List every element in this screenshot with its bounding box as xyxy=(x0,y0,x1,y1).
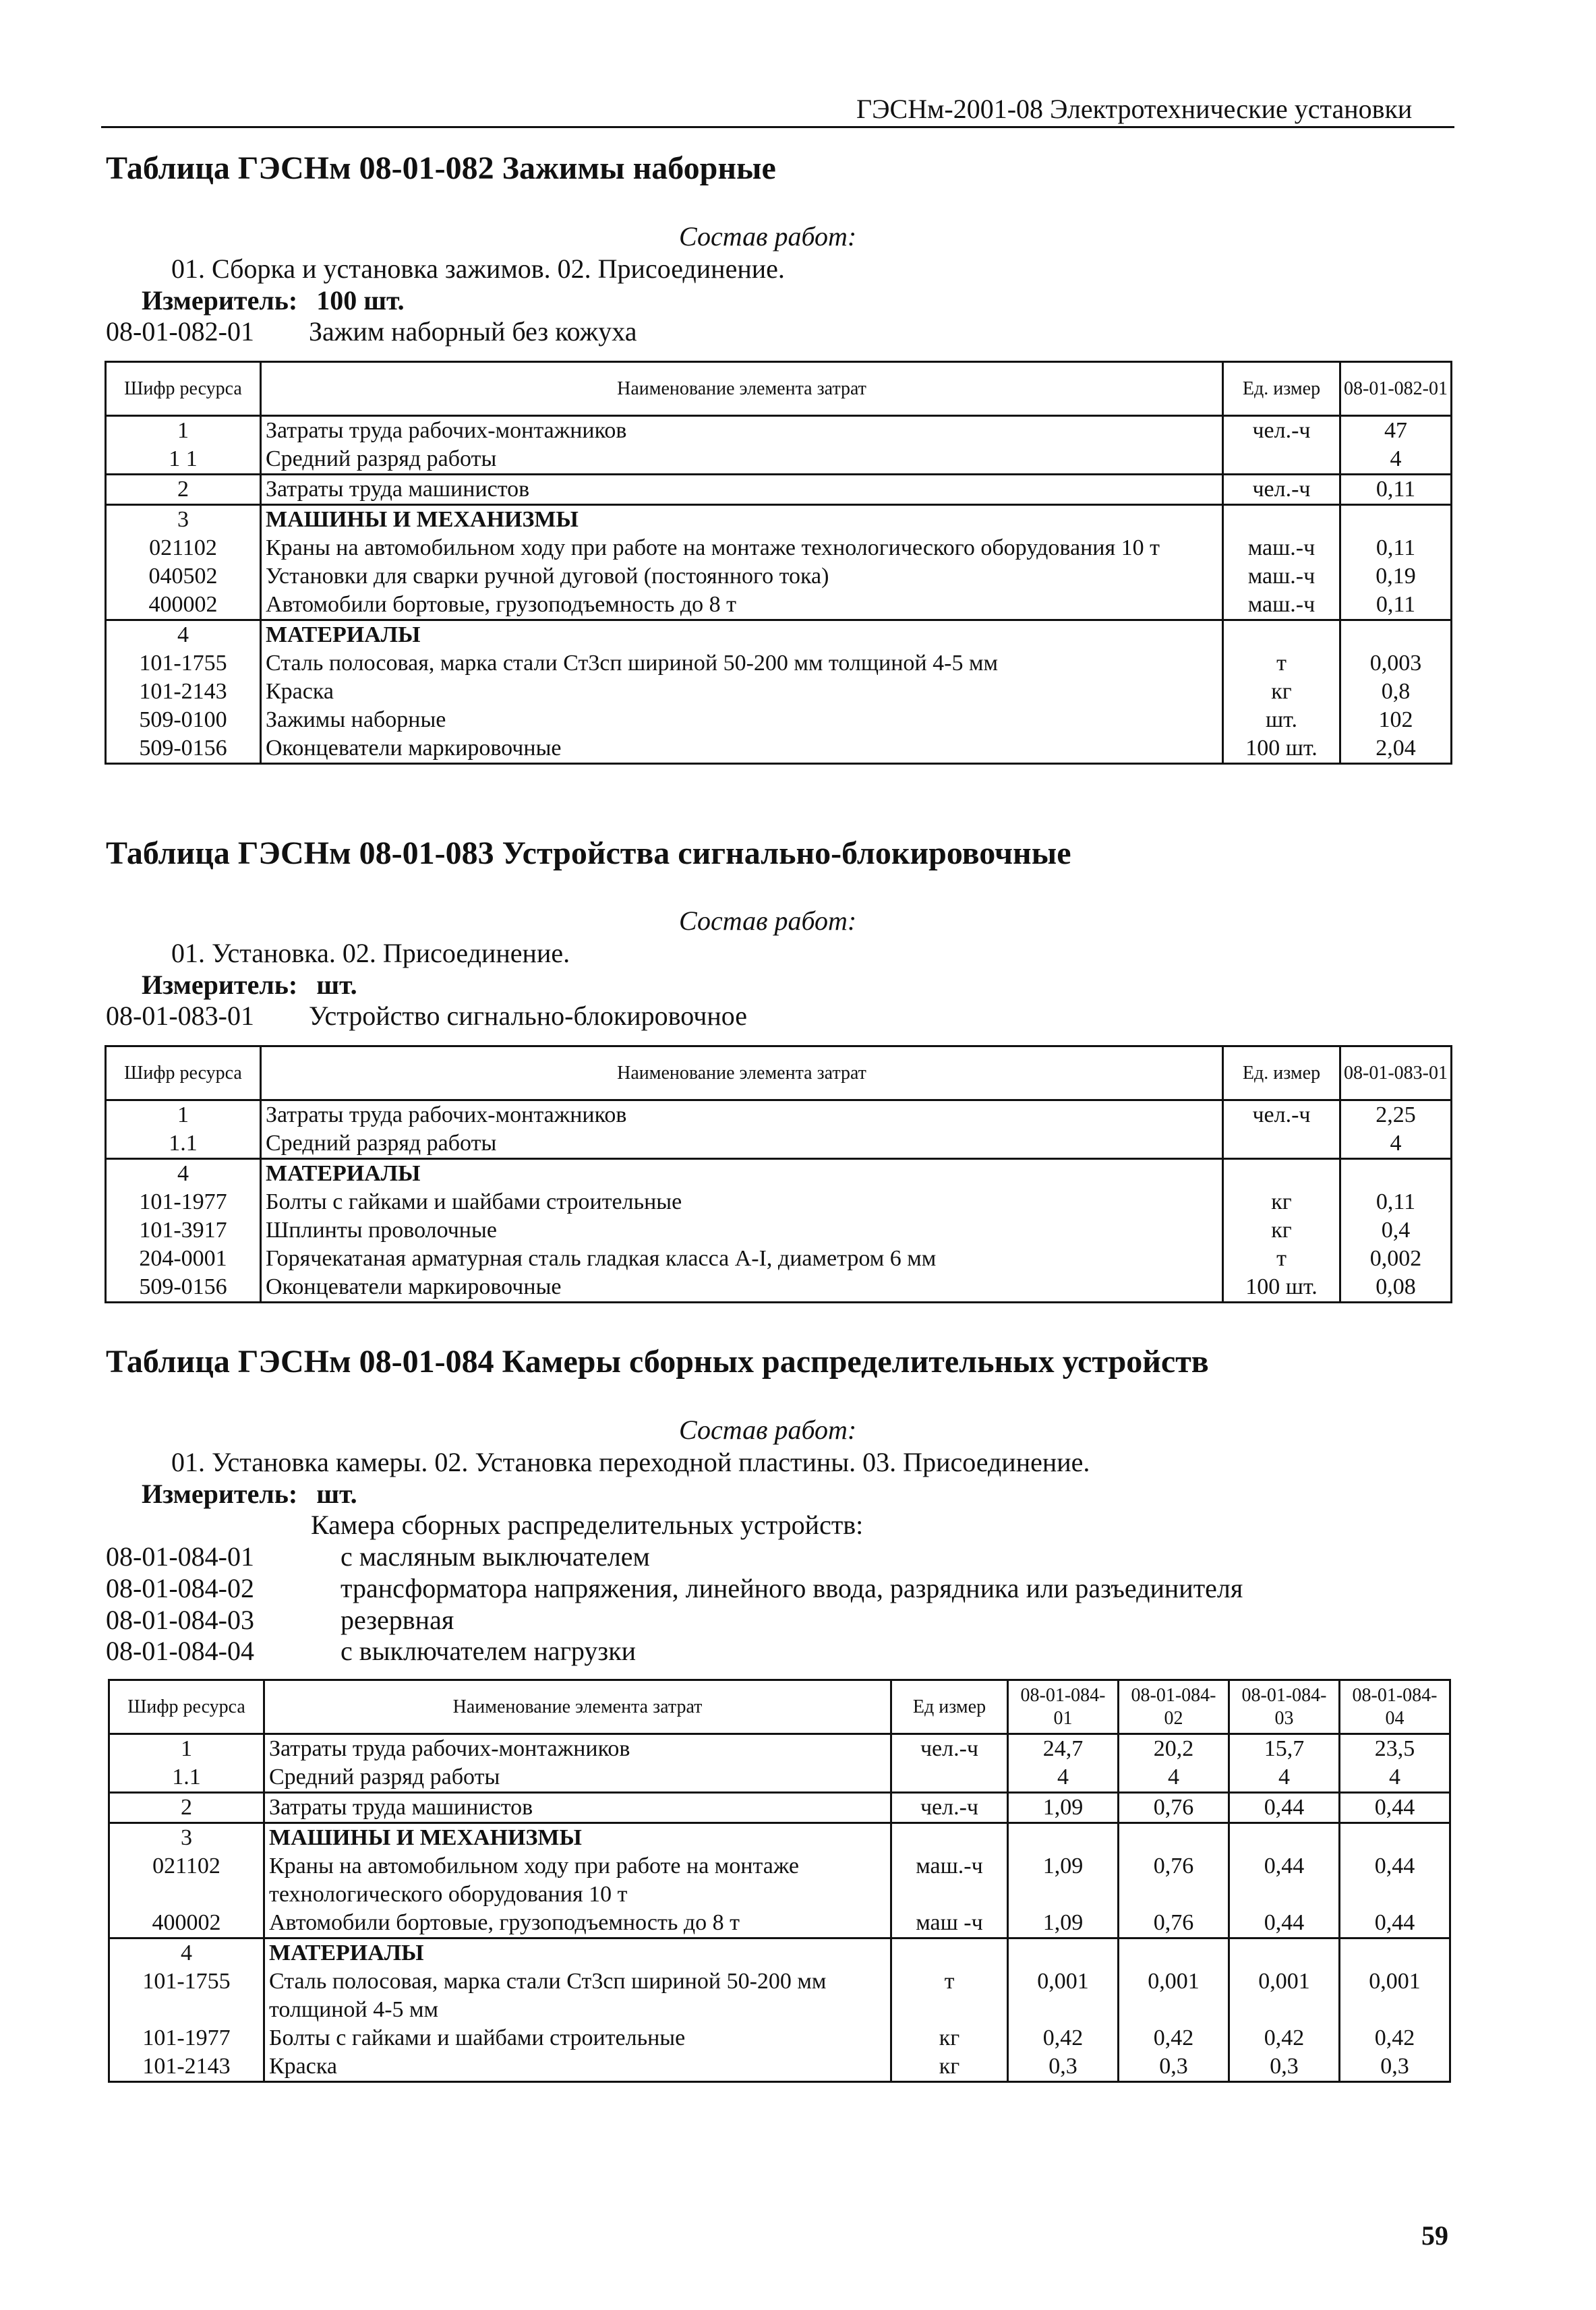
table-row xyxy=(109,1967,1450,2024)
norm-value-4 xyxy=(1340,1938,1450,1968)
norm-value-4: 0,44 xyxy=(1340,1909,1450,1938)
resource-code: 4 xyxy=(106,1159,261,1189)
norm-value-2: 0,76 xyxy=(1119,1793,1229,1823)
resource-unit xyxy=(891,1823,1008,1853)
resource-unit: чел.-ч xyxy=(1223,1100,1340,1130)
table-row xyxy=(106,649,1452,678)
resource-code: 2 xyxy=(109,1793,264,1823)
t083-norm-code: 08-01-083-01 xyxy=(106,1001,254,1031)
table-row xyxy=(106,505,1452,535)
resource-name: МАШИНЫ И МЕХАНИЗМЫ xyxy=(261,505,1223,535)
t084-sostav-label: Состав работ: xyxy=(679,1415,857,1445)
norm-value-2: 0,76 xyxy=(1119,1909,1229,1938)
resource-code: 400002 xyxy=(109,1909,264,1938)
resource-code: 101-2143 xyxy=(106,678,261,706)
norm-value-3: 0,44 xyxy=(1229,1793,1340,1823)
norm-value-1: 1,09 xyxy=(1008,1793,1119,1823)
header-norm-col-1: 08-01-084-01 xyxy=(1008,1680,1119,1734)
norm-value: 0,8 xyxy=(1340,678,1452,706)
header-unit: Ед. измер xyxy=(1223,1046,1340,1100)
norm-value-2: 0,001 xyxy=(1119,1967,1229,2024)
resource-unit: кг xyxy=(891,2024,1008,2052)
resource-unit xyxy=(1223,445,1340,475)
norm-value-4: 0,42 xyxy=(1340,2024,1450,2052)
table-row xyxy=(109,1793,1450,1823)
resource-unit: чел.-ч xyxy=(1223,475,1340,505)
header-name: Наименование элемента затрат xyxy=(264,1680,891,1734)
resource-code: 101-1977 xyxy=(106,1188,261,1216)
resource-unit: 100 шт. xyxy=(1223,734,1340,764)
norm-value-2 xyxy=(1119,1823,1229,1853)
resource-unit: чел.-ч xyxy=(1223,416,1340,446)
t082-sostav-label: Состав работ: xyxy=(679,221,857,251)
resource-unit xyxy=(891,1763,1008,1793)
resource-unit xyxy=(1223,505,1340,535)
resource-unit: маш.-ч xyxy=(1223,591,1340,620)
norm-value-2: 0,42 xyxy=(1119,2024,1229,2052)
norm-value-2: 0,76 xyxy=(1119,1852,1229,1909)
norm-value: 0,08 xyxy=(1340,1273,1452,1303)
norm-value-3 xyxy=(1229,1823,1340,1853)
resource-name: Болты с гайками и шайбами строительные xyxy=(261,1188,1223,1216)
norm-value-1 xyxy=(1008,1938,1119,1968)
resource-name: Установки для сварки ручной дуговой (постоянного тока) xyxy=(261,562,1223,591)
norm-value: 2,25 xyxy=(1340,1100,1452,1130)
norm-value-2: 0,3 xyxy=(1119,2052,1229,2082)
table-row xyxy=(106,445,1452,475)
t084-measure-label: Измеритель: xyxy=(142,1479,298,1509)
resource-unit xyxy=(1223,1129,1340,1159)
resource-code: 021102 xyxy=(109,1852,264,1909)
table-row xyxy=(109,1763,1450,1793)
table-row xyxy=(109,2024,1450,2052)
table-082 xyxy=(105,361,1452,765)
resource-code: 509-0156 xyxy=(106,734,261,764)
norm-value-1 xyxy=(1008,1823,1119,1853)
resource-name: Сталь полосовая, марка стали Ст3сп шириной 50-200 мм толщиной 4-5 мм xyxy=(264,1967,891,2024)
t082-measure xyxy=(142,285,405,316)
norm-value-4: 0,001 xyxy=(1340,1967,1450,2024)
resource-code: 4 xyxy=(109,1938,264,1968)
header-norm-col-4: 08-01-084-04 xyxy=(1340,1680,1450,1734)
resource-name: Оконцеватели маркировочные xyxy=(261,1273,1223,1303)
norm-value: 0,002 xyxy=(1340,1245,1452,1273)
resource-name: Сталь полосовая, марка стали Ст3сп шириной 50-200 мм толщиной 4-5 мм xyxy=(261,649,1223,678)
norm-value-3: 0,44 xyxy=(1229,1852,1340,1909)
header-unit: Ед измер xyxy=(891,1680,1008,1734)
resource-code: 1 1 xyxy=(106,445,261,475)
resource-name: Краны на автомобильном ходу при работе на монтаже технологического оборудования 10 т xyxy=(261,534,1223,562)
resource-code: 204-0001 xyxy=(106,1245,261,1273)
resource-name: Затраты труда рабочих-монтажников xyxy=(261,416,1223,446)
resource-code: 1 xyxy=(109,1734,264,1764)
norm-value-1: 4 xyxy=(1008,1763,1119,1793)
resource-code: 101-1755 xyxy=(109,1967,264,2024)
resource-unit: маш.-ч xyxy=(1223,534,1340,562)
resource-unit: маш.-ч xyxy=(891,1852,1008,1909)
t082-norm-name: Зажим наборный без кожуха xyxy=(309,316,637,347)
table-row xyxy=(106,678,1452,706)
resource-name: Средний разряд работы xyxy=(261,1129,1223,1159)
table-row xyxy=(106,1188,1452,1216)
resource-code: 1 xyxy=(106,1100,261,1130)
resource-unit: маш -ч xyxy=(891,1909,1008,1938)
resource-name: Средний разряд работы xyxy=(264,1763,891,1793)
norm-value: 47 xyxy=(1340,416,1452,446)
table-083 xyxy=(105,1045,1452,1303)
resource-name: Зажимы наборные xyxy=(261,706,1223,734)
header-name: Наименование элемента затрат xyxy=(261,1046,1223,1100)
norm-value: 0,11 xyxy=(1340,475,1452,505)
norm-value-1: 0,42 xyxy=(1008,2024,1119,2052)
header-norm-col: 08-01-083-01 xyxy=(1340,1046,1452,1100)
table-row xyxy=(106,475,1452,505)
norm-value-3: 0,42 xyxy=(1229,2024,1340,2052)
table-row xyxy=(109,1909,1450,1938)
norm-value: 4 xyxy=(1340,1129,1452,1159)
resource-name: Шплинты проволочные xyxy=(261,1216,1223,1245)
resource-name: МАШИНЫ И МЕХАНИЗМЫ xyxy=(264,1823,891,1853)
t083-measure-label: Измеритель: xyxy=(142,970,298,1000)
norm-value-1: 0,001 xyxy=(1008,1967,1119,2024)
norm-value: 0,003 xyxy=(1340,649,1452,678)
table-row xyxy=(109,1938,1450,1968)
header-rule xyxy=(101,126,1454,128)
norm-value xyxy=(1340,620,1452,650)
t083-works: 01. Установка. 02. Присоединение. xyxy=(171,938,570,968)
norm-value-4 xyxy=(1340,1823,1450,1853)
resource-name: МАТЕРИАЛЫ xyxy=(261,620,1223,650)
resource-code: 021102 xyxy=(106,534,261,562)
t082-measure-value: 100 шт. xyxy=(316,285,405,316)
norm-value-4: 0,44 xyxy=(1340,1793,1450,1823)
t084-variant-name-2: трансформатора напряжения, линейного ввода, разрядника или разъединителя xyxy=(341,1573,1243,1603)
t084-works: 01. Установка камеры. 02. Установка переходной пластины. 03. Присоединение. xyxy=(171,1447,1090,1477)
norm-value: 0,11 xyxy=(1340,534,1452,562)
norm-value-4: 0,3 xyxy=(1340,2052,1450,2082)
resource-code: 101-2143 xyxy=(109,2052,264,2082)
t083-measure-value: шт. xyxy=(316,970,357,1000)
resource-unit: кг xyxy=(1223,1188,1340,1216)
resource-unit: т xyxy=(1223,649,1340,678)
norm-value-3 xyxy=(1229,1938,1340,1968)
table-row xyxy=(106,1273,1452,1303)
norm-value-1: 24,7 xyxy=(1008,1734,1119,1764)
norm-value-2 xyxy=(1119,1938,1229,1968)
table-082-title: Таблица ГЭСНм 08-01-082 Зажимы наборные xyxy=(106,150,776,186)
resource-name: Горячекатаная арматурная сталь гладкая класса A-I, диаметром 6 мм xyxy=(261,1245,1223,1273)
resource-unit: чел.-ч xyxy=(891,1734,1008,1764)
t084-variant-name-1: с масляным выключателем xyxy=(341,1541,650,1572)
resource-code: 400002 xyxy=(106,591,261,620)
table-row xyxy=(109,1823,1450,1853)
t084-group-name: Камера сборных распределительных устройств: xyxy=(311,1510,864,1540)
resource-unit: кг xyxy=(891,2052,1008,2082)
resource-code: 1.1 xyxy=(106,1129,261,1159)
resource-name: МАТЕРИАЛЫ xyxy=(264,1938,891,1968)
resource-unit xyxy=(891,1938,1008,1968)
resource-name: Автомобили бортовые, грузоподъемность до 8 т xyxy=(261,591,1223,620)
norm-value: 0,11 xyxy=(1340,1188,1452,1216)
t083-norm-name: Устройство сигнально-блокировочное xyxy=(309,1001,747,1031)
header-code: Шифр ресурса xyxy=(106,362,261,416)
header-code: Шифр ресурса xyxy=(106,1046,261,1100)
t084-variant-code-4: 08-01-084-04 xyxy=(106,1636,254,1666)
header-norm-col-3: 08-01-084-03 xyxy=(1229,1680,1340,1734)
resource-code: 4 xyxy=(106,620,261,650)
table-row xyxy=(106,1216,1452,1245)
resource-name: МАТЕРИАЛЫ xyxy=(261,1159,1223,1189)
header-name: Наименование элемента затрат xyxy=(261,362,1223,416)
norm-value-4: 4 xyxy=(1340,1763,1450,1793)
resource-name: Затраты труда рабочих-монтажников xyxy=(261,1100,1223,1130)
table-row xyxy=(109,1734,1450,1764)
table-row xyxy=(106,1245,1452,1273)
norm-value-3: 4 xyxy=(1229,1763,1340,1793)
table-row xyxy=(106,620,1452,650)
resource-name: Краны на автомобильном ходу при работе на монтаже технологического оборудования 10 т xyxy=(264,1852,891,1909)
resource-name: Автомобили бортовые, грузоподъемность до 8 т xyxy=(264,1909,891,1938)
norm-value-3: 0,44 xyxy=(1229,1909,1340,1938)
table-084-title: Таблица ГЭСНм 08-01-084 Камеры сборных распределительных устройств xyxy=(106,1344,1209,1380)
t084-variant-name-3: резервная xyxy=(341,1605,454,1635)
resource-code: 101-1977 xyxy=(109,2024,264,2052)
resource-code: 509-0156 xyxy=(106,1273,261,1303)
resource-unit: кг xyxy=(1223,1216,1340,1245)
resource-name: Краска xyxy=(261,678,1223,706)
resource-code: 3 xyxy=(106,505,261,535)
t084-variant-code-2: 08-01-084-02 xyxy=(106,1573,254,1603)
norm-value-4: 23,5 xyxy=(1340,1734,1450,1764)
t082-works: 01. Сборка и установка зажимов. 02. Присоединение. xyxy=(171,254,785,284)
norm-value: 102 xyxy=(1340,706,1452,734)
resource-code: 509-0100 xyxy=(106,706,261,734)
t084-variant-code-1: 08-01-084-01 xyxy=(106,1541,254,1572)
resource-unit: 100 шт. xyxy=(1223,1273,1340,1303)
resource-unit: чел.-ч xyxy=(891,1793,1008,1823)
table-084 xyxy=(108,1679,1451,2083)
header-code: Шифр ресурса xyxy=(109,1680,264,1734)
table-row xyxy=(106,706,1452,734)
resource-unit: т xyxy=(1223,1245,1340,1273)
norm-value-1: 1,09 xyxy=(1008,1909,1119,1938)
norm-value-1: 0,3 xyxy=(1008,2052,1119,2082)
header-norm-col-2: 08-01-084-02 xyxy=(1119,1680,1229,1734)
t084-variant-name-4: с выключателем нагрузки xyxy=(341,1636,637,1666)
t083-measure xyxy=(142,969,357,1001)
resource-code: 040502 xyxy=(106,562,261,591)
resource-name: Затраты труда машинистов xyxy=(261,475,1223,505)
resource-name: Краска xyxy=(264,2052,891,2082)
table-row xyxy=(106,1100,1452,1130)
resource-name: Оконцеватели маркировочные xyxy=(261,734,1223,764)
table-row xyxy=(106,416,1452,446)
t084-measure xyxy=(142,1478,357,1510)
resource-name: Болты с гайками и шайбами строительные xyxy=(264,2024,891,2052)
table-row xyxy=(106,534,1452,562)
resource-code: 3 xyxy=(109,1823,264,1853)
table-row xyxy=(106,591,1452,620)
norm-value-3: 0,001 xyxy=(1229,1967,1340,2024)
table-row xyxy=(109,2052,1450,2082)
resource-name: Средний разряд работы xyxy=(261,445,1223,475)
norm-value-1: 1,09 xyxy=(1008,1852,1119,1909)
norm-value: 4 xyxy=(1340,445,1452,475)
resource-unit: шт. xyxy=(1223,706,1340,734)
resource-unit xyxy=(1223,620,1340,650)
t083-sostav-label: Состав работ: xyxy=(679,906,857,936)
resource-name: Затраты труда машинистов xyxy=(264,1793,891,1823)
resource-unit: кг xyxy=(1223,678,1340,706)
t084-variant-code-3: 08-01-084-03 xyxy=(106,1605,254,1635)
norm-value xyxy=(1340,505,1452,535)
norm-value-4: 0,44 xyxy=(1340,1852,1450,1909)
table-row xyxy=(106,734,1452,764)
table-row xyxy=(106,1129,1452,1159)
table-row xyxy=(109,1852,1450,1909)
table-row xyxy=(106,562,1452,591)
norm-value: 2,04 xyxy=(1340,734,1452,764)
table-083-title: Таблица ГЭСНм 08-01-083 Устройства сигнально-блокировочные xyxy=(106,835,1071,871)
t082-norm-code: 08-01-082-01 xyxy=(106,316,254,347)
resource-unit xyxy=(1223,1159,1340,1189)
page-number: 59 xyxy=(1421,2220,1448,2251)
resource-name: Затраты труда рабочих-монтажников xyxy=(264,1734,891,1764)
header-unit: Ед. измер xyxy=(1223,362,1340,416)
norm-value: 0,11 xyxy=(1340,591,1452,620)
norm-value-2: 4 xyxy=(1119,1763,1229,1793)
resource-code: 101-3917 xyxy=(106,1216,261,1245)
t082-measure-label: Измеритель: xyxy=(142,285,298,316)
norm-value-2: 20,2 xyxy=(1119,1734,1229,1764)
norm-value-3: 0,3 xyxy=(1229,2052,1340,2082)
resource-code: 1 xyxy=(106,416,261,446)
resource-code: 1.1 xyxy=(109,1763,264,1793)
table-row xyxy=(106,1159,1452,1189)
running-header: ГЭСНм-2001-08 Электротехнические установки xyxy=(856,94,1413,124)
resource-code: 101-1755 xyxy=(106,649,261,678)
norm-value: 0,4 xyxy=(1340,1216,1452,1245)
resource-unit: маш.-ч xyxy=(1223,562,1340,591)
header-norm-col: 08-01-082-01 xyxy=(1340,362,1452,416)
norm-value xyxy=(1340,1159,1452,1189)
resource-unit: т xyxy=(891,1967,1008,2024)
t084-measure-value: шт. xyxy=(316,1479,357,1509)
resource-code: 2 xyxy=(106,475,261,505)
norm-value-3: 15,7 xyxy=(1229,1734,1340,1764)
norm-value: 0,19 xyxy=(1340,562,1452,591)
